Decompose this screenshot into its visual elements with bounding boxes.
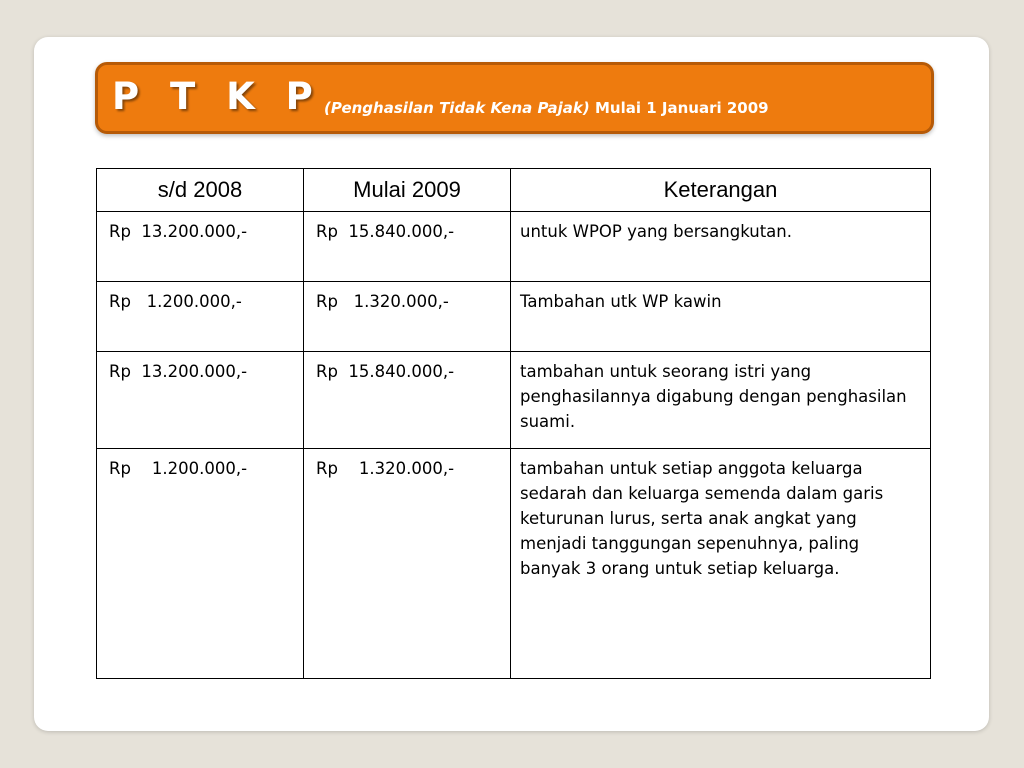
header-mulai-2009: Mulai 2009 <box>304 169 511 212</box>
table-row <box>97 352 931 449</box>
table-row <box>97 212 931 282</box>
cell-keterangan: tambahan untuk seorang istri yang penghasilannya digabung dengan penghasilan suami. <box>511 352 931 449</box>
subtitle-parenthetical: (Penghasilan Tidak Kena Pajak) <box>324 99 590 117</box>
cell-sd-2008: Rp 13.200.000,- <box>97 212 304 282</box>
title-banner <box>95 62 934 134</box>
table-header-row <box>97 169 931 212</box>
cell-keterangan: untuk WPOP yang bersangkutan. <box>511 212 931 282</box>
header-keterangan: Keterangan <box>511 169 931 212</box>
cell-sd-2008: Rp 1.200.000,- <box>97 449 304 679</box>
cell-keterangan: tambahan untuk setiap anggota keluarga sedarah dan keluarga semenda dalam garis keturunan lurus, serta anak angkat yang menjadi tanggungan sepenuhnya, paling banyak 3 orang untuk setiap keluarga. <box>511 449 931 679</box>
cell-mulai-2009: Rp 1.320.000,- <box>304 282 511 352</box>
table-row <box>97 282 931 352</box>
cell-mulai-2009: Rp 15.840.000,- <box>304 352 511 449</box>
cell-sd-2008: Rp 13.200.000,- <box>97 352 304 449</box>
table-row <box>97 449 931 679</box>
header-sd-2008: s/d 2008 <box>97 169 304 212</box>
cell-keterangan: Tambahan utk WP kawin <box>511 282 931 352</box>
cell-mulai-2009: Rp 15.840.000,- <box>304 212 511 282</box>
cell-sd-2008: Rp 1.200.000,- <box>97 282 304 352</box>
page-title: P T K P <box>112 75 322 118</box>
ptkp-table <box>96 168 931 679</box>
subtitle-date: Mulai 1 Januari 2009 <box>589 99 769 117</box>
page-subtitle <box>324 99 769 117</box>
cell-mulai-2009: Rp 1.320.000,- <box>304 449 511 679</box>
